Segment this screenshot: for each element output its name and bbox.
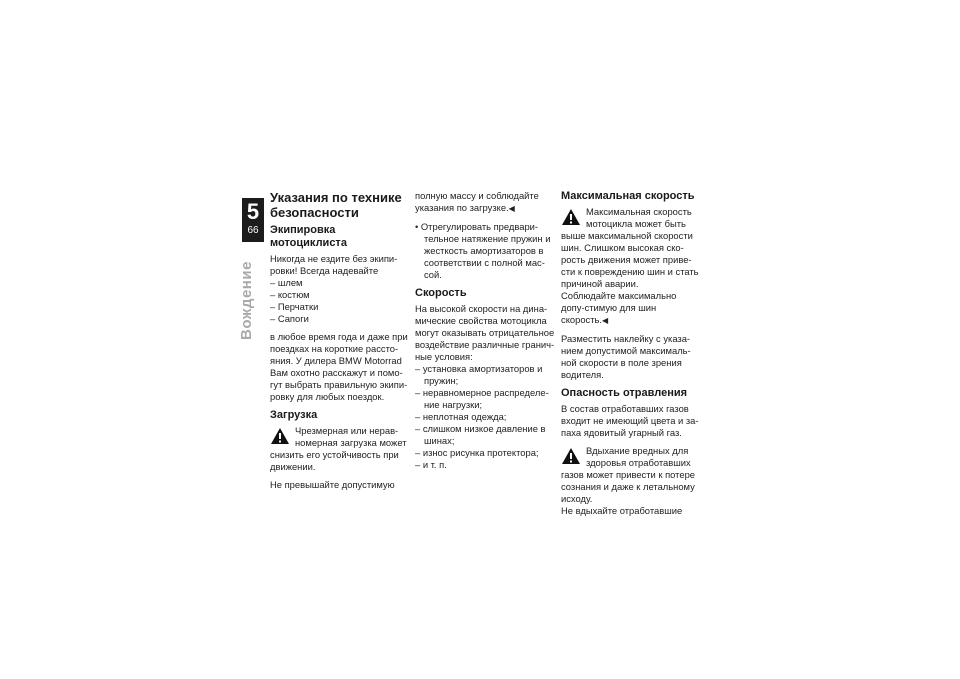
gear-list <box>270 277 410 325</box>
gear-heading: Экипировка мотоциклиста <box>270 224 347 249</box>
end-of-section-icon: ◀ <box>508 204 515 213</box>
chapter-number: 5 <box>246 199 260 224</box>
max-speed-warning <box>561 206 701 327</box>
max-speed-heading: Максимальная скорость <box>561 190 695 202</box>
end-of-section-icon: ◀ <box>602 316 609 325</box>
list-item: – и т. п. <box>415 459 555 471</box>
list-item: – износ рисунка протектора; <box>415 447 555 459</box>
speed-text: На высокой скорости на дина-мические свойства мотоцикла могут оказывать отрицательное воздействие различные гранич-ные условия: <box>415 303 555 362</box>
page-title: Указания по технике безопасности <box>270 190 402 220</box>
column-3 <box>561 190 701 523</box>
speed-heading: Скорость <box>415 287 467 299</box>
list-item: – Перчатки <box>270 301 410 313</box>
column-1 <box>270 190 410 497</box>
list-item: – Сапоги <box>270 313 410 325</box>
list-item: – слишком низкое давление в шинах; <box>415 423 555 447</box>
load-warning <box>270 425 410 473</box>
speed-list <box>415 363 555 471</box>
max-speed-warning-text: Максимальная скорость мотоцикла может быть выше максимальной скорости шин. Слишком высокая ско-рость движения может приве-сти к повреждению шин и стать причиной аварии. <box>561 206 699 289</box>
poison-warning-text: Вдыхание вредных для здоровья отработавших газов может привести к потере сознания и даже к летальному исходу. <box>561 445 695 504</box>
page-number: 66 <box>247 225 259 236</box>
list-item: – костюм <box>270 289 410 301</box>
list-item: – неравномерное распределе-ние нагрузки; <box>415 387 555 411</box>
load-heading: Загрузка <box>270 409 318 421</box>
warning-triangle-icon <box>561 208 581 226</box>
max-speed-warning-text-2: Соблюдайте максимально допу-стимую для шин скорость. <box>561 290 677 325</box>
column-2 <box>415 190 555 477</box>
section-label: Вождение <box>238 261 255 340</box>
poison-heading: Опасность отравления <box>561 387 688 399</box>
warning-triangle-icon <box>270 427 290 445</box>
list-item: – шлем <box>270 277 410 289</box>
load-warning-text: Чрезмерная или нерав-номерная загрузка может снизить его устойчивость при движении. <box>270 425 407 472</box>
load-bullet: • Отрегулировать предвари-тельное натяжение пружин и жесткость амортизаторов в соответствии с полной мас-сой. <box>415 221 555 281</box>
sticker-text: Разместить наклейку с указа-нием допустимой максималь-ной скорости в поле зрения водителя. <box>561 333 691 380</box>
list-item: – установка амортизаторов и пружин; <box>415 363 555 387</box>
warning-triangle-icon <box>561 447 581 465</box>
poison-tail: Не вдыхайте отработавшие <box>561 505 683 516</box>
load-tail: Не превышайте допустимую <box>270 479 395 490</box>
poison-warning <box>561 445 701 517</box>
gear-text: Никогда не ездите без экипи-ровки! Всегда надевайте <box>270 253 398 276</box>
load-continuation: полную массу и соблюдайте указания по загрузке.◀ <box>415 190 539 213</box>
list-item: – неплотная одежда; <box>415 411 555 423</box>
poison-text: В состав отработавших газов входит не имеющий цвета и за-паха ядовитый угарный газ. <box>561 403 699 438</box>
gear-paragraph: в любое время года и даже при поездках на короткие рассто-яния. У дилера BMW Motorrad Вам охотно расскажут и помо-гут выбрать правильную экипи-ровку для любых поездок. <box>270 331 408 402</box>
